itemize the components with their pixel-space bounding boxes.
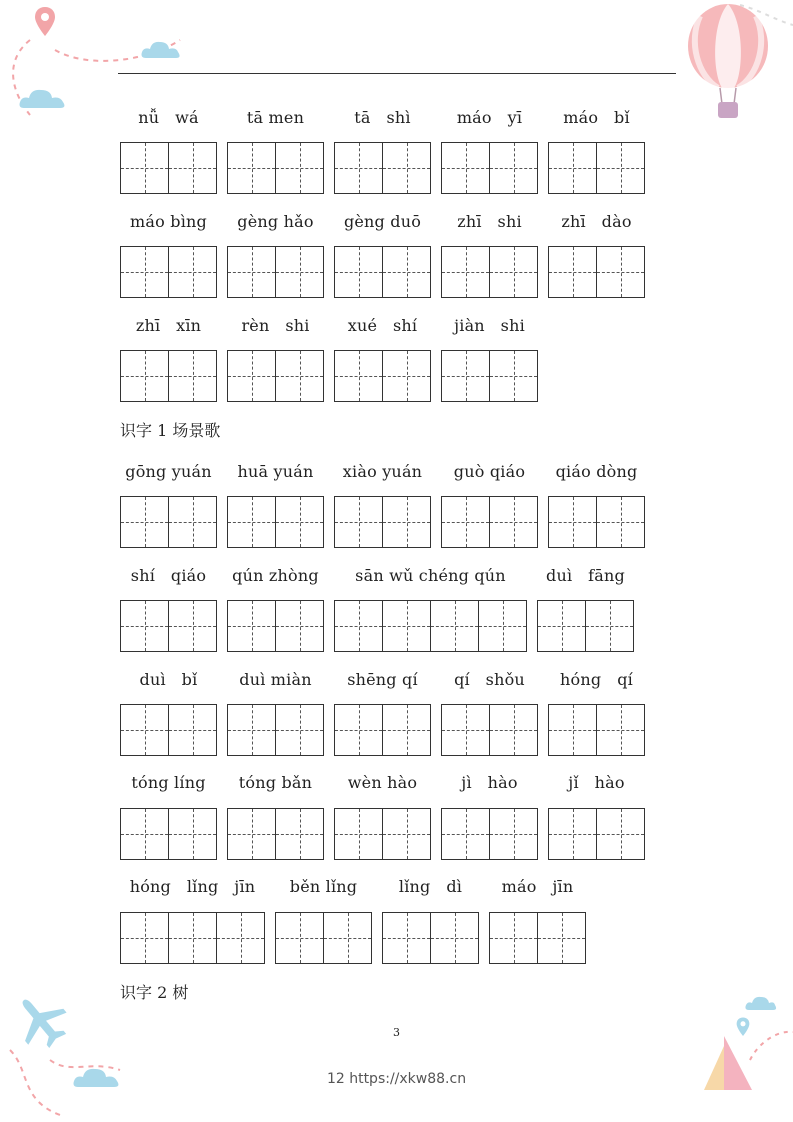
- writing-cell[interactable]: [383, 142, 431, 194]
- writing-cell[interactable]: [227, 496, 276, 548]
- writing-cell[interactable]: [383, 496, 431, 548]
- writing-cell[interactable]: [597, 808, 645, 860]
- writing-cell[interactable]: [431, 600, 479, 652]
- writing-cell[interactable]: [120, 912, 169, 964]
- tianzige-grid: [227, 808, 324, 860]
- pinyin-label: rèn shi: [241, 316, 310, 335]
- writing-cell[interactable]: [382, 912, 431, 964]
- writing-cell[interactable]: [441, 496, 490, 548]
- pinyin-label: gōng yuán: [125, 462, 212, 481]
- pinyin-label: duì bǐ: [139, 670, 198, 689]
- writing-cell[interactable]: [490, 142, 538, 194]
- writing-cell[interactable]: [334, 600, 383, 652]
- writing-cell[interactable]: [169, 600, 217, 652]
- writing-cell[interactable]: [537, 600, 586, 652]
- writing-cell[interactable]: [490, 246, 538, 298]
- pinyin-label: huā yuán: [237, 462, 314, 481]
- writing-cell[interactable]: [276, 350, 324, 402]
- writing-cell[interactable]: [597, 704, 645, 756]
- tianzige-grid: [548, 246, 645, 298]
- tianzige-grid: [441, 246, 538, 298]
- tianzige-grid: [441, 808, 538, 860]
- writing-cell[interactable]: [169, 246, 217, 298]
- pinyin-label: hóng qí: [560, 670, 633, 689]
- writing-cell[interactable]: [169, 704, 217, 756]
- tianzige-grid: [120, 142, 217, 194]
- tianzige-grid: [548, 496, 645, 548]
- writing-cell[interactable]: [275, 912, 324, 964]
- writing-cell[interactable]: [383, 808, 431, 860]
- pinyin-label: duì fāng: [546, 566, 625, 585]
- pinyin-label: tā shì: [354, 108, 411, 127]
- tianzige-grid: [334, 600, 527, 652]
- tianzige-grid: [334, 704, 431, 756]
- pinyin-label: qún zhòng: [232, 566, 319, 585]
- writing-cell[interactable]: [597, 246, 645, 298]
- writing-cell[interactable]: [383, 350, 431, 402]
- page-number: 3: [393, 1026, 400, 1039]
- pinyin-label: jiàn shi: [454, 316, 525, 335]
- pinyin-label: běn lǐng: [289, 877, 358, 896]
- writing-cell[interactable]: [120, 600, 169, 652]
- tianzige-grid: [227, 142, 324, 194]
- writing-cell[interactable]: [431, 912, 479, 964]
- writing-cell[interactable]: [276, 600, 324, 652]
- section-title-2: 识字 2 树: [120, 983, 189, 1002]
- writing-cell[interactable]: [490, 808, 538, 860]
- pinyin-label: qí shǒu: [454, 670, 525, 689]
- pinyin-label: duì miàn: [239, 670, 312, 689]
- tianzige-grid: [334, 142, 431, 194]
- pinyin-label: gèng duō: [343, 212, 422, 231]
- pinyin-label: tóng líng: [131, 773, 206, 792]
- tianzige-grid: [227, 350, 324, 402]
- writing-cell[interactable]: [548, 142, 597, 194]
- writing-cell[interactable]: [276, 142, 324, 194]
- writing-cell[interactable]: [169, 912, 217, 964]
- writing-cell[interactable]: [334, 808, 383, 860]
- writing-cell[interactable]: [169, 350, 217, 402]
- writing-cell[interactable]: [538, 912, 586, 964]
- tianzige-grid: [548, 142, 645, 194]
- pinyin-label: zhī shi: [457, 212, 522, 231]
- writing-cell[interactable]: [324, 912, 372, 964]
- writing-cell[interactable]: [383, 704, 431, 756]
- tianzige-grid: [548, 704, 645, 756]
- tianzige-grid: [441, 350, 538, 402]
- writing-cell[interactable]: [548, 808, 597, 860]
- pinyin-label: sān wǔ chéng qún: [355, 566, 506, 585]
- writing-cell[interactable]: [276, 496, 324, 548]
- writing-cell[interactable]: [479, 600, 527, 652]
- writing-cell[interactable]: [276, 246, 324, 298]
- section-title-1: 识字 1 场景歌: [120, 421, 221, 440]
- writing-cell[interactable]: [227, 142, 276, 194]
- pinyin-label: zhī dào: [561, 212, 632, 231]
- writing-cell[interactable]: [490, 496, 538, 548]
- cloud-icon: [140, 38, 184, 60]
- writing-cell[interactable]: [383, 246, 431, 298]
- tianzige-grid: [441, 142, 538, 194]
- tianzige-grid: [227, 600, 324, 652]
- tianzige-grid: [120, 704, 217, 756]
- header-rule: [118, 73, 676, 74]
- writing-cell[interactable]: [227, 246, 276, 298]
- pinyin-label: gèng hǎo: [237, 212, 314, 231]
- pinyin-label: xiào yuán: [342, 462, 423, 481]
- writing-cell[interactable]: [227, 808, 276, 860]
- tianzige-grid: [334, 350, 431, 402]
- cloud-icon: [744, 994, 778, 1012]
- pinyin-label: jǐ hào: [568, 773, 625, 792]
- cloud-icon: [18, 86, 70, 110]
- writing-cell[interactable]: [120, 246, 169, 298]
- tianzige-grid: [382, 912, 479, 964]
- writing-cell[interactable]: [120, 704, 169, 756]
- writing-cell[interactable]: [276, 704, 324, 756]
- pinyin-label: hóng lǐng jīn: [129, 877, 256, 896]
- pinyin-label: lǐng dì: [398, 877, 463, 896]
- writing-cell[interactable]: [597, 496, 645, 548]
- tianzige-grid: [120, 496, 217, 548]
- writing-cell[interactable]: [441, 704, 490, 756]
- pinyin-label: guò qiáo: [453, 462, 526, 481]
- pinyin-label: máo bìng: [130, 212, 207, 231]
- tianzige-grid: [227, 496, 324, 548]
- writing-cell[interactable]: [441, 246, 490, 298]
- tianzige-grid: [441, 704, 538, 756]
- pinyin-label: máo bǐ: [563, 108, 630, 127]
- tianzige-grid: [227, 704, 324, 756]
- writing-cell[interactable]: [548, 704, 597, 756]
- tianzige-grid: [227, 246, 324, 298]
- writing-cell[interactable]: [169, 142, 217, 194]
- writing-cell[interactable]: [334, 246, 383, 298]
- writing-cell[interactable]: [276, 808, 324, 860]
- writing-cell[interactable]: [548, 246, 597, 298]
- tianzige-grid: [334, 808, 431, 860]
- writing-cell[interactable]: [334, 704, 383, 756]
- writing-cell[interactable]: [489, 912, 538, 964]
- tianzige-grid: [537, 600, 634, 652]
- pinyin-label: tā men: [246, 108, 305, 127]
- writing-cell[interactable]: [441, 808, 490, 860]
- footer-url: 12 https://xkw88.cn: [326, 1071, 467, 1087]
- writing-cell[interactable]: [597, 142, 645, 194]
- dashed-path-decoration: [740, 0, 793, 40]
- pinyin-label: máo jīn: [501, 877, 574, 896]
- tianzige-grid: [120, 350, 217, 402]
- pinyin-label: jì hào: [461, 773, 518, 792]
- pinyin-label: wèn hào: [347, 773, 418, 792]
- tianzige-grid: [334, 246, 431, 298]
- tianzige-grid: [275, 912, 372, 964]
- writing-cell[interactable]: [334, 142, 383, 194]
- writing-cell[interactable]: [227, 704, 276, 756]
- pinyin-label: nǚ wá: [138, 108, 199, 127]
- tianzige-grid: [334, 496, 431, 548]
- writing-cell[interactable]: [227, 350, 276, 402]
- tianzige-grid: [120, 246, 217, 298]
- writing-cell[interactable]: [120, 496, 169, 548]
- writing-cell[interactable]: [120, 350, 169, 402]
- pinyin-label: tóng bǎn: [238, 773, 313, 792]
- pinyin-label: shí qiáo: [130, 566, 207, 585]
- writing-cell[interactable]: [169, 808, 217, 860]
- pinyin-label: máo yī: [456, 108, 523, 127]
- writing-cell[interactable]: [490, 350, 538, 402]
- tianzige-grid: [120, 600, 217, 652]
- pinyin-label: zhī xīn: [135, 316, 202, 335]
- writing-cell[interactable]: [334, 350, 383, 402]
- pinyin-label: xué shí: [347, 316, 418, 335]
- pinyin-label: shēng qí: [347, 670, 418, 689]
- writing-cell[interactable]: [217, 912, 265, 964]
- writing-cell[interactable]: [334, 496, 383, 548]
- writing-cell[interactable]: [120, 142, 169, 194]
- writing-cell[interactable]: [383, 600, 431, 652]
- pinyin-label: qiáo dòng: [555, 462, 638, 481]
- writing-cell[interactable]: [169, 496, 217, 548]
- tianzige-grid: [120, 912, 265, 964]
- writing-cell[interactable]: [441, 350, 490, 402]
- tianzige-grid: [441, 496, 538, 548]
- writing-cell[interactable]: [227, 600, 276, 652]
- writing-cell[interactable]: [586, 600, 634, 652]
- writing-cell[interactable]: [548, 496, 597, 548]
- tianzige-grid: [489, 912, 586, 964]
- writing-cell[interactable]: [441, 142, 490, 194]
- writing-cell[interactable]: [490, 704, 538, 756]
- writing-cell[interactable]: [120, 808, 169, 860]
- tianzige-grid: [120, 808, 217, 860]
- tianzige-grid: [548, 808, 645, 860]
